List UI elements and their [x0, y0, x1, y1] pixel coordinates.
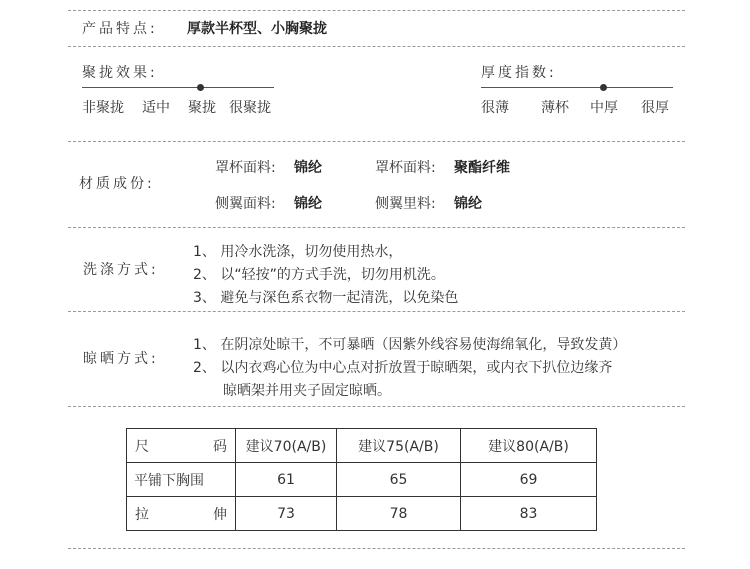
thickness-option-3: 中厚: [590, 100, 618, 116]
push-up-option-2: 适中: [142, 100, 170, 116]
push-up-option-4: 很聚拢: [229, 100, 271, 116]
material-key-4: 侧翼里料:: [375, 196, 436, 212]
material-value-3: 锦纶: [294, 196, 322, 212]
divider-4: [68, 311, 685, 312]
thickness-label: 厚度指数:: [481, 65, 557, 81]
table-cell: 69: [461, 463, 597, 497]
material-value-2: 聚酯纤维: [454, 160, 510, 176]
table-header-size: 尺 码: [127, 429, 236, 463]
features-label: 产品特点:: [82, 21, 158, 37]
table-cell: 73: [236, 497, 337, 531]
drying-line-2: 2、 以内衣鸡心位为中心点对折放置于晾晒架，或内衣下扒位边缘齐: [193, 360, 613, 376]
table-cell: 65: [337, 463, 461, 497]
divider-3: [68, 227, 685, 228]
table-header-row: [127, 429, 597, 463]
washing-line-2: 2、 以“轻按”的方式手洗，切勿用机洗。: [193, 267, 445, 283]
material-value-4: 锦纶: [454, 196, 482, 212]
table-row-label-stretch: 拉 伸: [127, 497, 236, 531]
washing-line-1: 1、 用冷水洗涤，切勿使用热水，: [193, 244, 403, 260]
material-label: 材质成份:: [79, 176, 155, 192]
divider-5: [68, 406, 685, 407]
material-value-1: 锦纶: [294, 160, 322, 176]
divider-1: [68, 46, 685, 47]
push-up-option-1: 非聚拢: [82, 100, 124, 116]
table-cell: 78: [337, 497, 461, 531]
table-header-col-2: 建议75(A/B): [337, 429, 461, 463]
thickness-scale-marker: [600, 84, 607, 91]
washing-label: 洗涤方式:: [83, 262, 159, 278]
material-key-1: 罩杯面料:: [215, 160, 276, 176]
drying-line-1: 1、 在阴凉处晾干，不可暴晒（因紫外线容易使海绵氧化，导致发黄）: [193, 337, 627, 353]
divider-top: [68, 10, 685, 11]
thickness-option-1: 很薄: [481, 100, 509, 116]
thickness-option-2: 薄杯: [541, 100, 569, 116]
push-up-scale-line: [82, 87, 274, 88]
table-cell: 83: [461, 497, 597, 531]
thickness-scale-line: [481, 87, 673, 88]
divider-2: [68, 141, 685, 142]
push-up-label: 聚拢效果:: [82, 65, 158, 81]
drying-line-3: 晾晒架并用夹子固定晾晒。: [223, 383, 391, 399]
thickness-option-4: 很厚: [641, 100, 669, 116]
features-value: 厚款半杯型、小胸聚拢: [187, 21, 327, 37]
table-cell: 61: [236, 463, 337, 497]
table-row-label-underbust: 平铺下胸围: [127, 463, 236, 497]
table-row: [127, 497, 597, 531]
material-key-3: 侧翼面料:: [215, 196, 276, 212]
push-up-option-3: 聚拢: [188, 100, 216, 116]
table-header-col-1: 建议70(A/B): [236, 429, 337, 463]
material-key-2: 罩杯面料:: [375, 160, 436, 176]
divider-bottom: [68, 548, 685, 549]
push-up-scale-marker: [197, 84, 204, 91]
size-table: [126, 428, 597, 531]
table-row: [127, 463, 597, 497]
washing-line-3: 3、 避免与深色系衣物一起清洗，以免染色: [193, 290, 459, 306]
table-header-col-3: 建议80(A/B): [461, 429, 597, 463]
drying-label: 晾晒方式:: [83, 351, 159, 367]
